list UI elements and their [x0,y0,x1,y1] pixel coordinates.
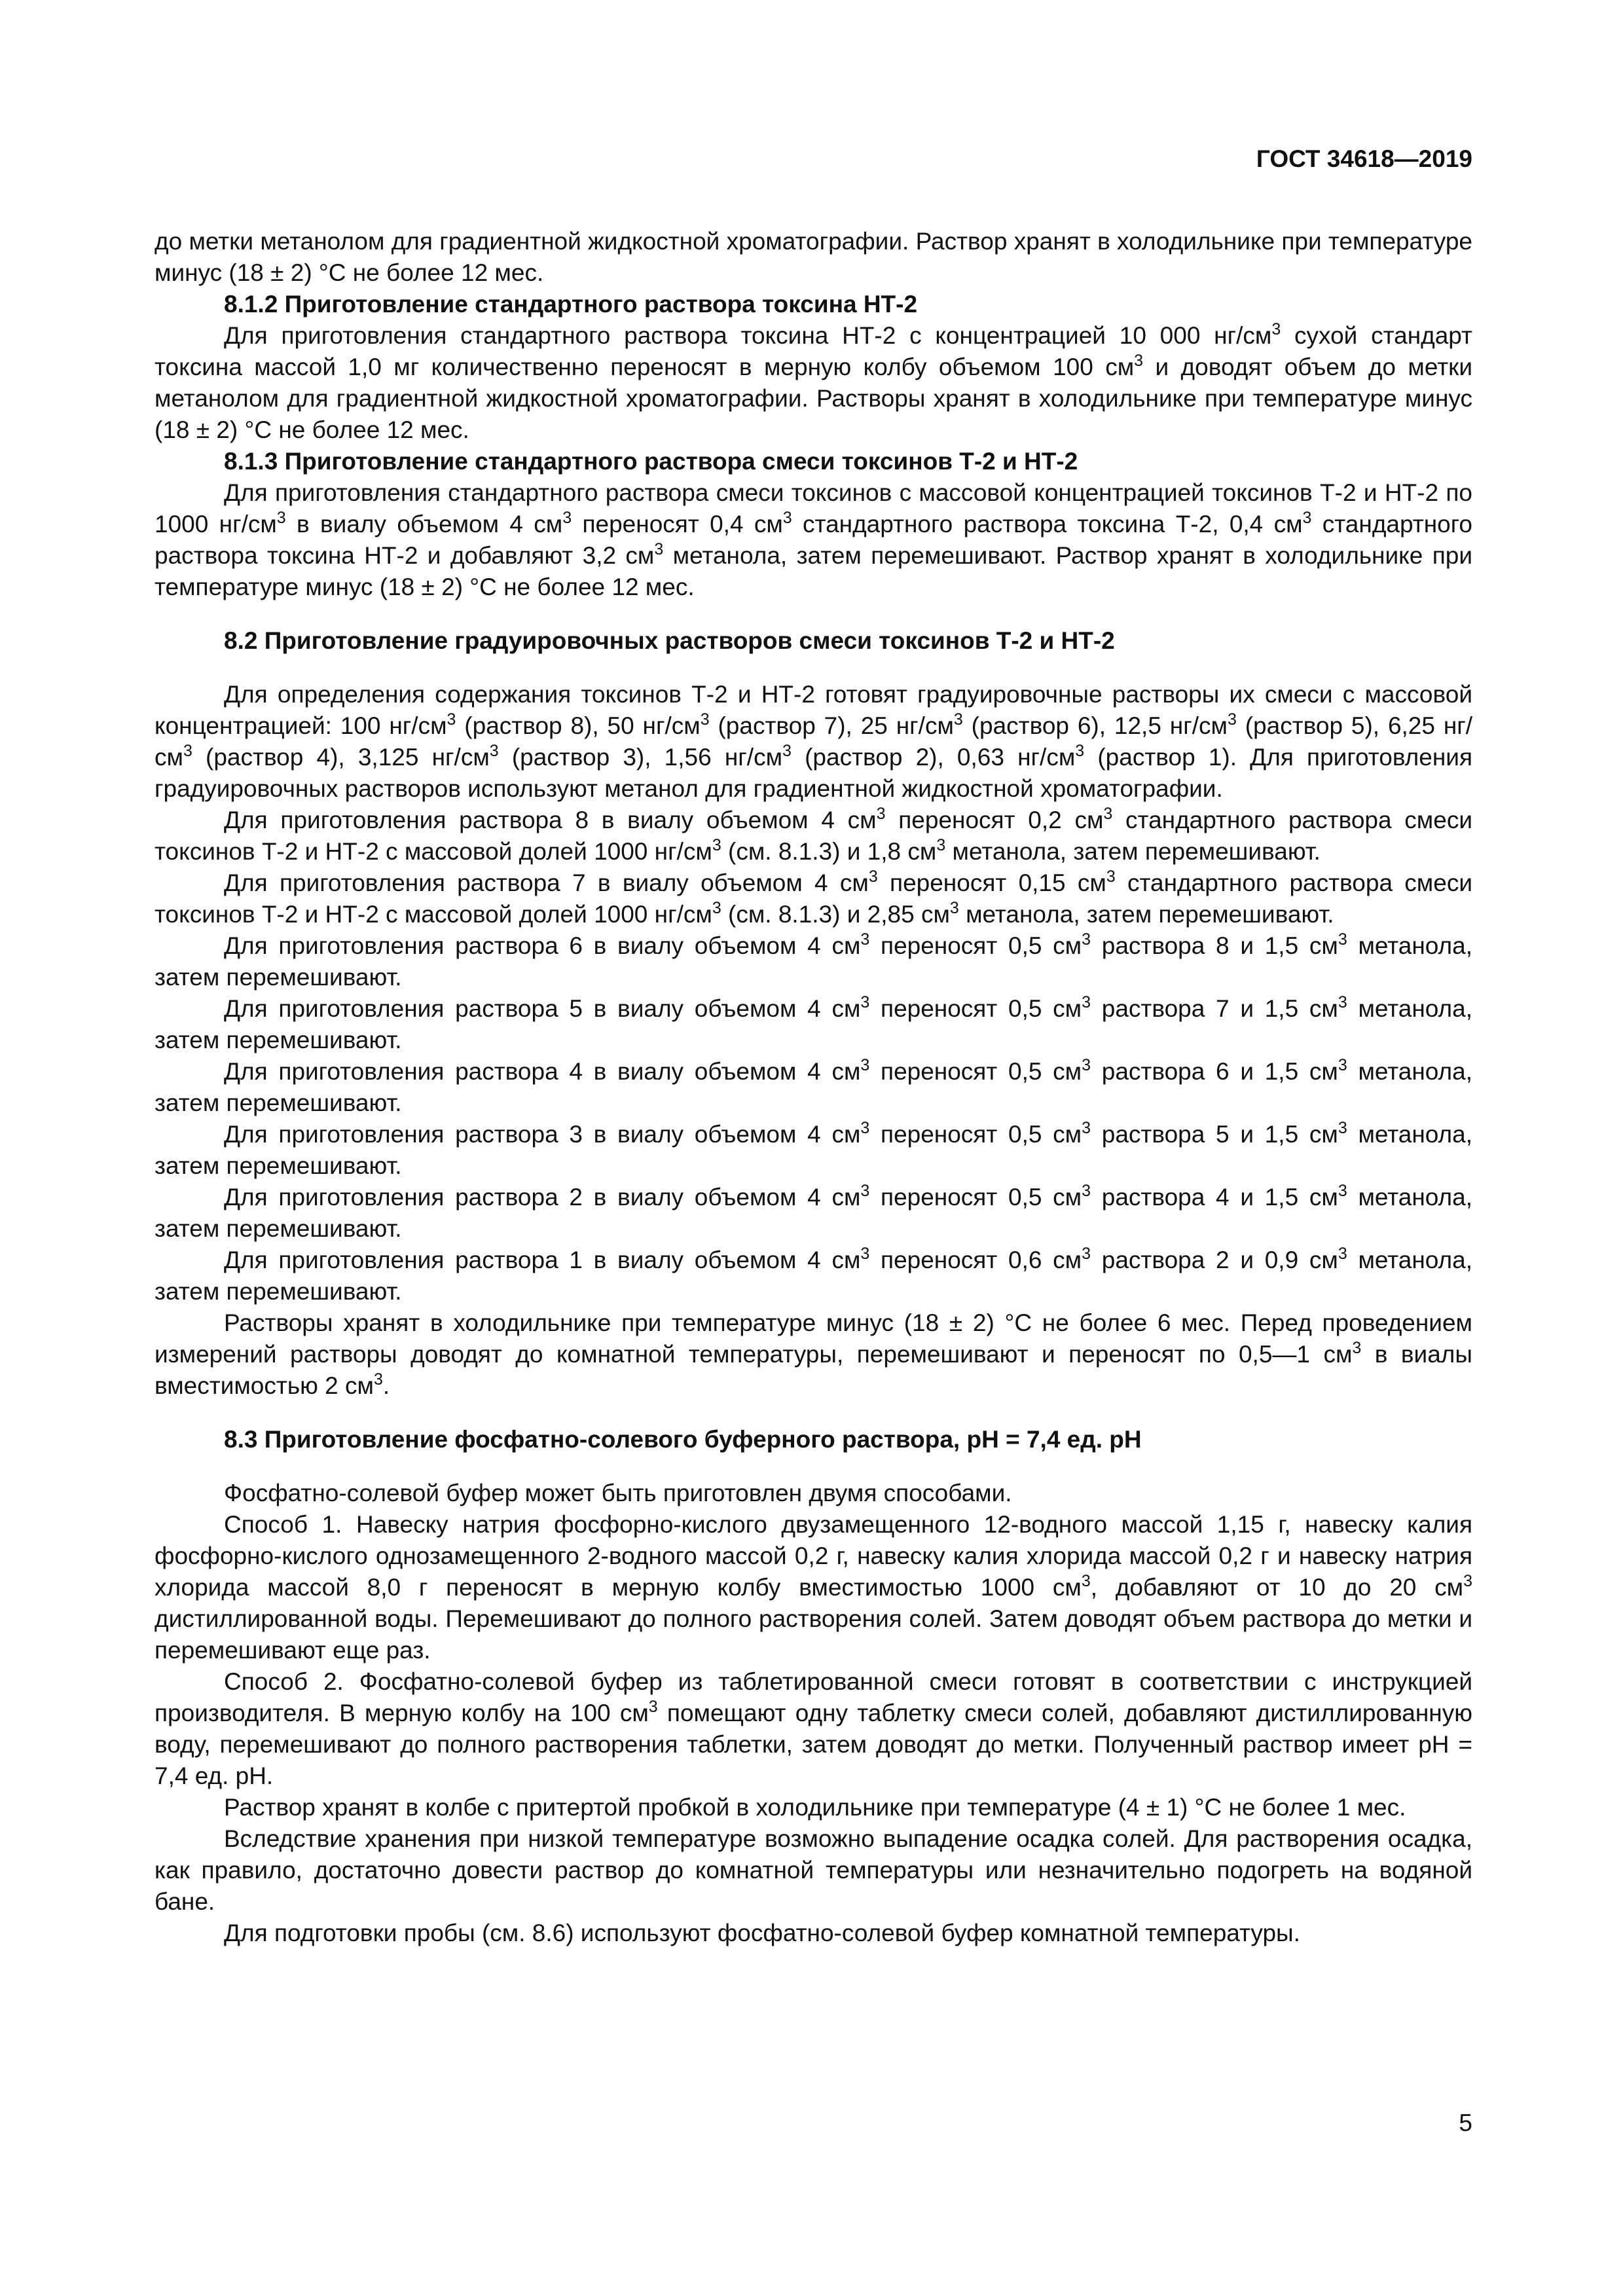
superscript: 3 [1134,352,1144,370]
text-run: (раствор 2), 0,63 нг/см [791,744,1076,771]
superscript: 3 [183,742,192,760]
paragraph [155,1478,1472,1509]
superscript: 3 [782,742,792,760]
paragraph [155,320,1472,446]
text-run: метанола, затем перемешивают. [155,932,1472,991]
superscript: 3 [1302,509,1312,527]
text-run: метанола, затем перемешивают. [945,838,1321,865]
text-run: переносят 0,5 см [869,1121,1082,1148]
superscript: 3 [1106,867,1116,886]
text-run: Для приготовления раствора 5 в виалу объемом 4 см [224,995,861,1022]
text-run: переносят 0,6 см [869,1247,1082,1273]
superscript: 3 [1082,1119,1091,1137]
text-run: Для приготовления раствора 2 в виалу объемом 4 см [224,1184,861,1211]
text-run: дистиллированной воды. Перемешивают до полного растворения солей. Затем доводят объем раствора до метки и перемешивают еще раз. [155,1605,1472,1664]
text-run: метанола, затем перемешивают. [958,901,1334,928]
superscript: 3 [860,930,870,949]
text-run: метанола, затем перемешивают. [155,995,1472,1053]
document-code-header: ГОСТ 34618—2019 [1256,145,1472,172]
paragraph [155,805,1472,867]
text-run: Фосфатно-солевой буфер может быть приготовлен двумя способами. [224,1480,1012,1506]
text-run: Для приготовления раствора 3 в виалу объемом 4 см [224,1121,861,1148]
superscript: 3 [447,710,456,729]
text-run: (см. 8.1.3) и 2,85 см [721,901,950,928]
superscript: 3 [1082,993,1091,1011]
superscript: 3 [489,742,499,760]
text-run: переносят 0,5 см [869,995,1082,1022]
text-run: раствора 2 и 0,9 см [1091,1247,1338,1273]
text-run: в виалу объемом 4 см [285,511,563,538]
text-run: сухой стандарт токсина массой 1,0 мг количественно переносят в мерную колбу объемом 100 см [155,322,1472,380]
superscript: 3 [936,836,946,854]
text-run: метанола, затем перемешивают. [155,1184,1472,1242]
superscript: 3 [860,993,870,1011]
text-run: переносят 0,4 см [572,511,783,538]
superscript: 3 [860,1056,870,1074]
section-heading [155,1424,1472,1455]
paragraph [155,1245,1472,1307]
text-run: и доводят объем до метки метанолом для градиентной жидкостной хроматографии. Растворы хранят в холодильнике при температуре минус (18 ± 2) °С не более 12 мес. [155,354,1472,443]
text-run: Для приготовления стандартного раствора токсина НТ-2 с концентрацией 10 000 нг/см [224,322,1272,349]
superscript: 3 [1338,1056,1347,1074]
text-run: переносят 0,5 см [869,1184,1082,1211]
text-run: Для приготовления раствора 8 в виалу объемом 4 см [224,807,877,833]
superscript: 3 [712,899,721,917]
superscript: 3 [1081,1572,1091,1590]
text-run: Растворы хранят в холодильнике при температуре минус (18 ± 2) °С не более 6 мес. Перед проведением измерений растворы доводят до комнатной температуры, перемешивают и переносят по 0,5—1 см [155,1309,1472,1368]
text-run: метанола, затем перемешивают. Раствор хранят в холодильнике при температуре минус (18 ± 2) °С не более 12 мес. [155,542,1472,600]
text-run: переносят 0,2 см [885,807,1104,833]
text-run: Для определения содержания токсинов Т-2 и НТ-2 готовят градуировочные растворы их смеси с массовой концентрацией: 100 нг/см [155,681,1472,739]
superscript: 3 [654,540,664,558]
paragraph [155,930,1472,993]
superscript: 3 [700,710,710,729]
superscript: 3 [1338,993,1347,1011]
paragraph [155,1307,1472,1402]
text-run: 8.2 Приготовление градуировочных растворов смеси токсинов Т-2 и НТ-2 [224,627,1115,654]
text-run: Раствор хранят в колбе с притертой пробкой в холодильнике при температуре (4 ± 1) °С не более 1 мес. [224,1794,1406,1821]
text-run: до метки метанолом для градиентной жидкостной хроматографии. Раствор хранят в холодильнике при температуре минус (18 ± 2) °С не более 12 мес. [155,228,1472,286]
text-run: 8.1.2 Приготовление стандартного раствора токсина НТ-2 [224,291,918,318]
page-number: 5 [1459,2109,1472,2136]
paragraph [155,1918,1472,1949]
text-run: Для приготовления раствора 7 в виалу объемом 4 см [224,869,869,896]
text-run: Для подготовки пробы (см. 8.6) используют фосфатно-солевой буфер комнатной температуры. [224,1920,1300,1946]
superscript: 3 [1338,1182,1347,1200]
text-run: (раствор 4), 3,125 нг/см [192,744,490,771]
text-run: раствора 5 и 1,5 см [1091,1121,1338,1148]
superscript: 3 [1082,1056,1091,1074]
superscript: 3 [1103,805,1113,823]
superscript: 3 [1338,1119,1347,1137]
superscript: 3 [1227,710,1237,729]
text-run: стандартного раствора токсина НТ-2 и добавляют 3,2 см [155,511,1472,569]
text-run: стандартного раствора смеси токсинов Т-2 и НТ-2 с массовой долей 1000 нг/см [155,869,1472,928]
paragraph [155,867,1472,930]
paragraph [155,679,1472,805]
text-run: раствора 6 и 1,5 см [1091,1058,1338,1085]
superscript: 3 [648,1698,658,1716]
subsection-heading [155,446,1472,477]
text-run: Для приготовления стандартного раствора смеси токсинов с массовой концентрацией токсинов Т-2 и НТ-2 по 1000 нг/см [155,479,1472,538]
text-run: стандартного раствора смеси токсинов Т-2 и НТ-2 с массовой долей 1000 нг/см [155,807,1472,865]
superscript: 3 [860,1245,870,1263]
text-run: Способ 2. Фосфатно-солевой буфер из таблетированной смеси готовят в соответствии с инструкцией производителя. В мерную колбу на 100 см [155,1668,1472,1726]
text-run: (раствор 7), 25 нг/см [709,712,954,739]
superscript: 3 [712,836,721,854]
text-run: метанола, затем перемешивают. [155,1247,1472,1305]
superscript: 3 [1271,320,1281,338]
paragraph [155,1119,1472,1182]
text-run: Вследствие хранения при низкой температуре возможно выпадение осадка солей. Для растворения осадка, как правило, достаточно довести раствор до комнатной температуры или незначительно подогреть на водяной бане. [155,1825,1472,1915]
text-run: 8.1.3 Приготовление стандартного раствора смеси токсинов Т-2 и НТ-2 [224,448,1078,475]
paragraph [155,477,1472,603]
text-run: переносят 0,5 см [869,932,1082,959]
superscript: 3 [1338,930,1347,949]
superscript: 3 [860,1182,870,1200]
paragraph [155,226,1472,289]
superscript: 3 [782,509,792,527]
text-run: (раствор 8), 50 нг/см [456,712,701,739]
subsection-heading [155,289,1472,320]
superscript: 3 [562,509,572,527]
text-run: раствора 4 и 1,5 см [1091,1184,1338,1211]
text-run: Способ 1. Навеску натрия фосфорно-кислого двузамещенного 12-водного массой 1,15 г, навеску калия фосфорно-кислого однозамещенного 2-водного массой 0,2 г, навеску калия хлорида массой 0,2 г и навеску натрия хлорида массой 8,0 г переносят в мерную колбу вместимостью 1000 см [155,1511,1472,1601]
text-run: (раствор 3), 1,56 нг/см [498,744,783,771]
text-run: метанола, затем перемешивают. [155,1058,1472,1116]
text-run: (раствор 6), 12,5 нг/см [962,712,1228,739]
text-run: переносят 0,5 см [869,1058,1082,1085]
superscript: 3 [1352,1339,1362,1357]
superscript: 3 [868,867,878,886]
superscript: 3 [876,805,886,823]
text-run: метанола, затем перемешивают. [155,1121,1472,1179]
superscript: 3 [276,509,286,527]
text-run: Для приготовления раствора 4 в виалу объемом 4 см [224,1058,861,1085]
text-run: (см. 8.1.3) и 1,8 см [721,838,937,865]
text-run: 8.3 Приготовление фосфатно-солевого буферного раствора, pH = 7,4 ед. pH [224,1426,1142,1453]
text-run: в виалы вместимостью 2 см [155,1341,1472,1399]
superscript: 3 [860,1119,870,1137]
section-heading [155,625,1472,657]
text-run: (раствор 1). Для приготовления градуировочных растворов используют метанол для градиентной жидкостной хроматографии. [155,744,1472,802]
paragraph [155,1056,1472,1119]
paragraph [155,1792,1472,1823]
paragraph [155,1823,1472,1918]
text-run: (раствор 5), 6,25 нг/см [155,712,1473,771]
superscript: 3 [949,899,959,917]
text-run: переносят 0,15 см [877,869,1106,896]
superscript: 3 [1082,930,1091,949]
text-run: стандартного раствора токсина Т-2, 0,4 см [792,511,1303,538]
superscript: 3 [953,710,963,729]
text-run: Для приготовления раствора 6 в виалу объемом 4 см [224,932,861,959]
text-run: помещают одну таблетку смеси солей, добавляют дистиллированную воду, перемешивают до полного растворения таблетки, затем доводят до метки. Полученный раствор имеет pH = 7,4 ед. pH. [155,1700,1472,1789]
paragraph [155,1182,1472,1245]
document-body [155,226,1472,1949]
paragraph [155,1666,1472,1792]
text-run: , добавляют от 10 до 20 см [1090,1574,1464,1601]
superscript: 3 [1463,1572,1472,1590]
superscript: 3 [1338,1245,1347,1263]
paragraph [155,993,1472,1056]
superscript: 3 [373,1370,383,1389]
text-run: Для приготовления раствора 1 в виалу объемом 4 см [224,1247,861,1273]
text-run: раствора 7 и 1,5 см [1091,995,1338,1022]
superscript: 3 [1082,1245,1091,1263]
text-run: . [382,1372,390,1399]
superscript: 3 [1082,1182,1091,1200]
superscript: 3 [1075,742,1085,760]
paragraph [155,1509,1472,1666]
text-run: раствора 8 и 1,5 см [1091,932,1338,959]
